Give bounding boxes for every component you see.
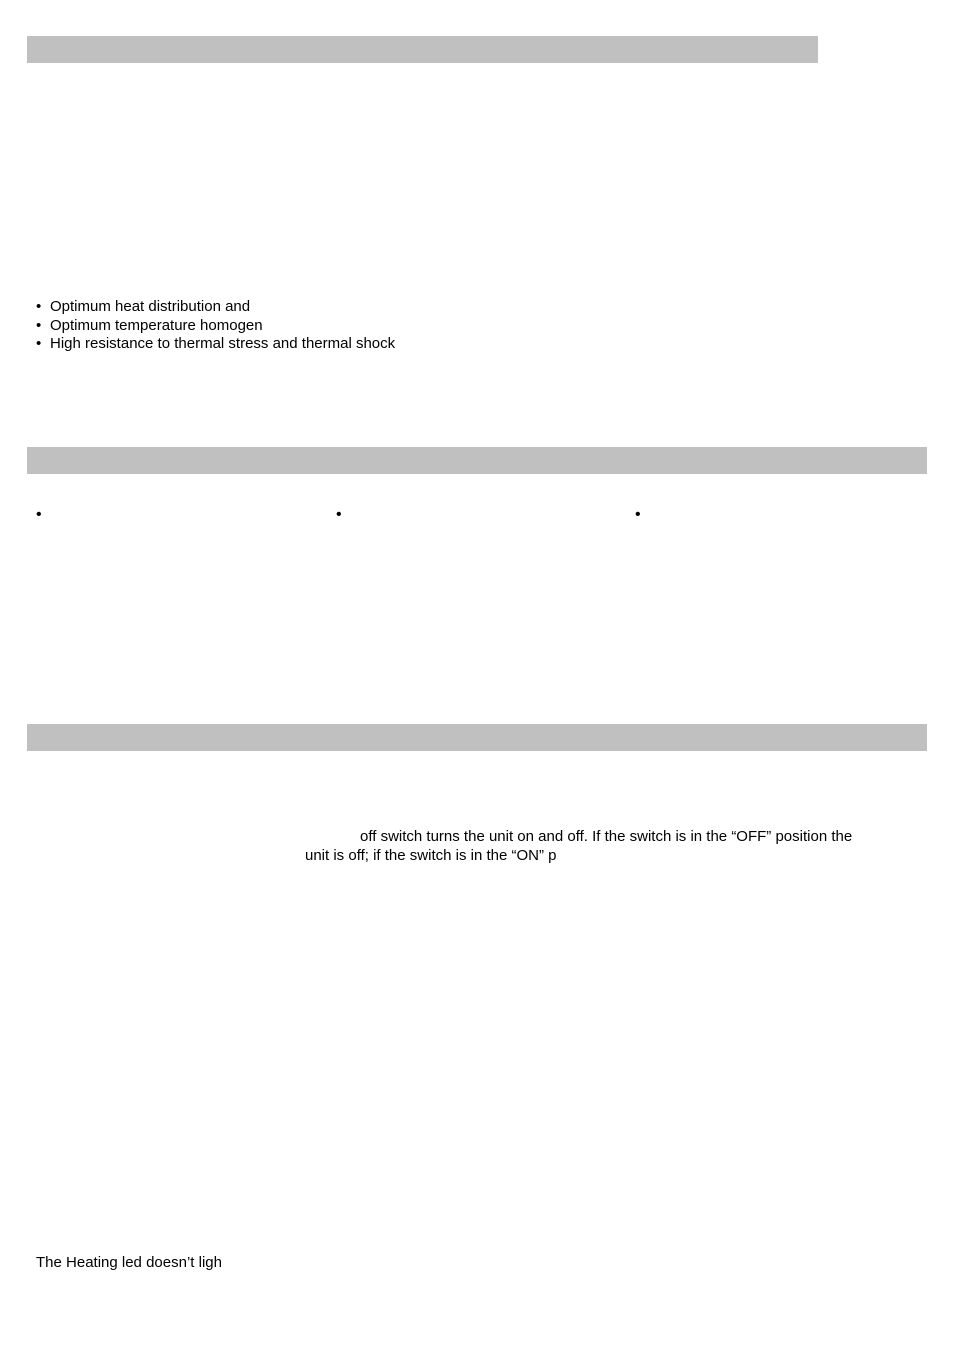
feature-item: • Optimum heat distribution and (36, 298, 395, 317)
feature-item: • High resistance to thermal stress and thermal shock (36, 335, 395, 354)
feature-list (36, 298, 395, 354)
feature-item: • Optimum temperature homogen (36, 317, 395, 336)
column-bullet-middle (336, 505, 344, 525)
column-bullet-left (36, 505, 44, 525)
switch-description-line-2: unit is off; if the switch is in the “ON” p (305, 847, 557, 864)
switch-description-line-1: off switch turns the unit on and off. If the switch is in the “OFF” position the (360, 828, 853, 845)
troubleshooting-problem: The Heating led doesn’t ligh (36, 1254, 222, 1271)
section-header-band-3 (27, 724, 927, 751)
column-bullet-right (635, 505, 643, 525)
section-header-band-1 (27, 36, 818, 63)
section-header-band-2 (27, 447, 927, 474)
